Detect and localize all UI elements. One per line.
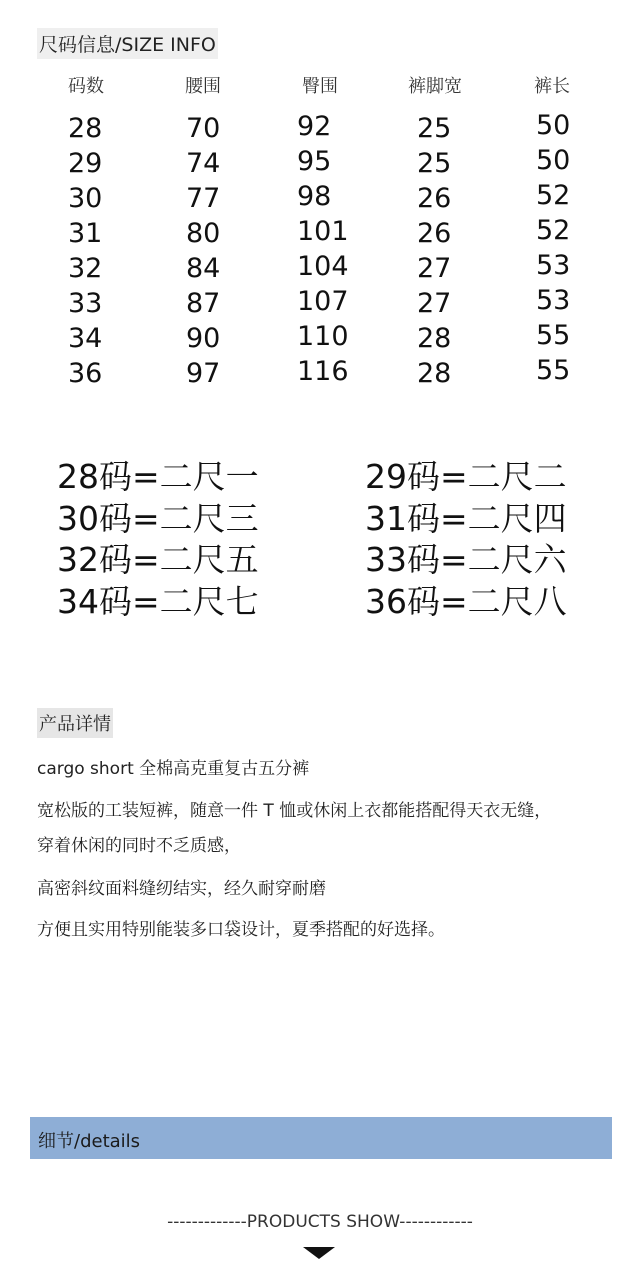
table-cell: 104	[297, 251, 349, 282]
table-header: 腰围	[185, 76, 221, 97]
table-cell: 84	[186, 253, 221, 284]
table-cell: 53	[536, 250, 571, 281]
table-header: 码数	[68, 76, 104, 97]
details-banner-label: 细节/details	[38, 1131, 141, 1152]
conversion-item: 30码=二尺三	[57, 499, 259, 538]
table-cell: 31	[68, 218, 103, 249]
table-cell: 110	[297, 321, 349, 352]
table-cell: 25	[417, 148, 452, 179]
table-cell: 26	[417, 183, 452, 214]
table-header: 裤脚宽	[408, 76, 462, 97]
table-cell: 29	[68, 148, 103, 179]
table-header: 裤长	[534, 76, 570, 97]
table-cell: 26	[417, 218, 452, 249]
table-cell: 101	[297, 216, 349, 247]
table-cell: 77	[186, 183, 221, 214]
table-cell: 33	[68, 288, 103, 319]
table-cell: 30	[68, 183, 103, 214]
table-header: 臀围	[302, 76, 338, 97]
conversion-item: 28码=二尺一	[57, 457, 259, 496]
conversion-item: 34码=二尺七	[57, 582, 259, 621]
table-cell: 34	[68, 323, 103, 354]
detail-line: cargo short 全棉高克重复古五分裤	[37, 759, 310, 779]
detail-line: 高密斜纹面料缝纫结实，经久耐穿耐磨	[37, 879, 326, 899]
table-cell: 95	[297, 146, 332, 177]
down-arrow-icon	[303, 1247, 335, 1259]
table-cell: 28	[68, 113, 103, 144]
table-cell: 98	[297, 181, 332, 212]
table-cell: 27	[417, 288, 452, 319]
detail-line: 穿着休闲的同时不乏质感，	[37, 836, 241, 856]
table-cell: 87	[186, 288, 221, 319]
conversion-item: 29码=二尺二	[365, 457, 567, 496]
detail-line: 宽松版的工装短裤，随意一件 T 恤或休闲上衣都能搭配得天衣无缝，	[37, 801, 552, 821]
table-cell: 27	[417, 253, 452, 284]
detail-line: 方便且实用特别能装多口袋设计，夏季搭配的好选择。	[37, 920, 445, 940]
table-cell: 92	[297, 111, 332, 142]
conversion-item: 33码=二尺六	[365, 540, 567, 579]
table-cell: 97	[186, 358, 221, 389]
table-cell: 28	[417, 358, 452, 389]
table-cell: 52	[536, 180, 571, 211]
table-cell: 80	[186, 218, 221, 249]
table-cell: 55	[536, 355, 571, 386]
products-show-label: -------------PRODUCTS SHOW------------	[167, 1212, 473, 1232]
table-cell: 55	[536, 320, 571, 351]
table-cell: 74	[186, 148, 221, 179]
product-details-title: 产品详情	[37, 708, 113, 738]
conversion-item: 32码=二尺五	[57, 540, 259, 579]
table-cell: 53	[536, 285, 571, 316]
table-cell: 50	[536, 110, 571, 141]
table-cell: 32	[68, 253, 103, 284]
table-cell: 28	[417, 323, 452, 354]
table-cell: 52	[536, 215, 571, 246]
table-cell: 36	[68, 358, 103, 389]
table-cell: 50	[536, 145, 571, 176]
table-cell: 107	[297, 286, 349, 317]
size-info-title: 尺码信息/SIZE INFO	[37, 28, 218, 59]
conversion-item: 36码=二尺八	[365, 582, 567, 621]
table-cell: 90	[186, 323, 221, 354]
conversion-item: 31码=二尺四	[365, 499, 567, 538]
details-banner	[30, 1117, 612, 1159]
table-cell: 70	[186, 113, 221, 144]
table-cell: 25	[417, 113, 452, 144]
table-cell: 116	[297, 356, 349, 387]
